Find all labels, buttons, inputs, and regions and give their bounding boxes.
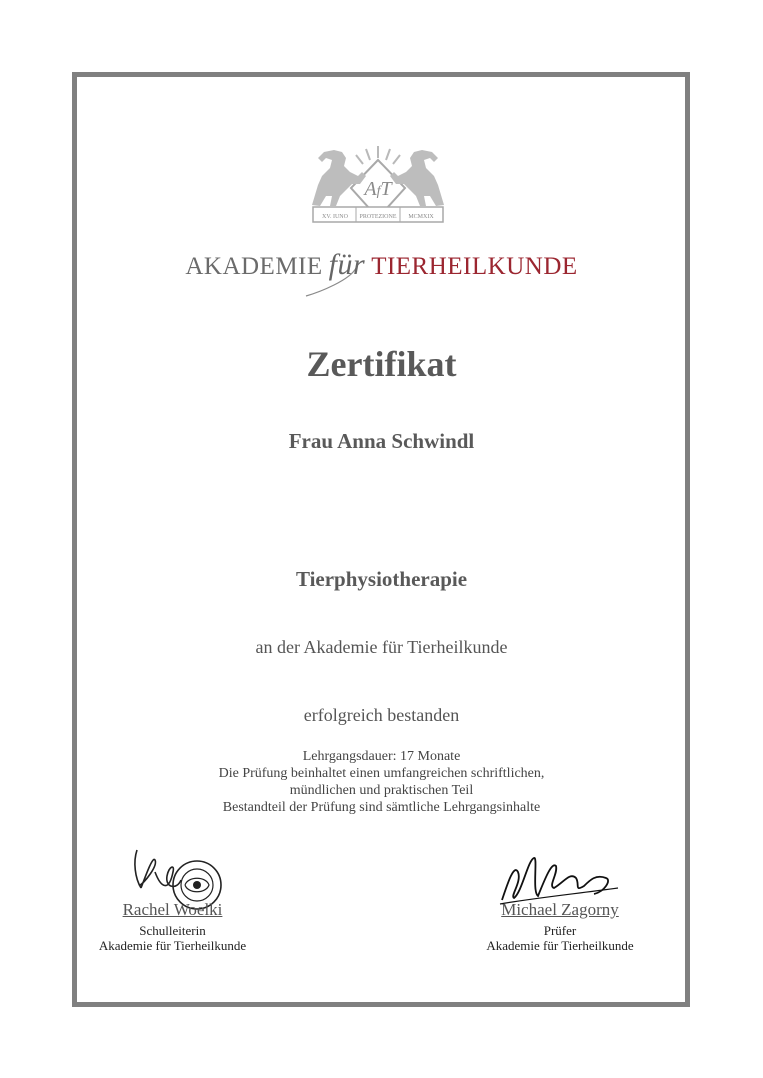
academy-wordmark	[0, 248, 763, 282]
signatory-organization: Akademie für Tierheilkunde	[98, 938, 247, 953]
recipient-name: Frau Anna Schwindl	[288, 429, 475, 453]
signatory-organization: Akademie für Tierheilkunde	[486, 938, 634, 953]
wordmark-akademie: AKADEMIE	[185, 253, 323, 280]
ribbon-right-text: MCMXIX	[408, 214, 434, 220]
details-line: Lehrgangsdauer: 17 Monate	[302, 749, 461, 764]
ribbon-center-text: PROTEZIONE	[359, 214, 397, 220]
signatory-role: Prüfer	[543, 923, 577, 938]
certificate-title: Zertifikat	[306, 344, 457, 384]
signature-block-left	[90, 900, 255, 953]
details-line: Bestandteil der Prüfung sind sämtliche Lehrgangsinhalte	[222, 800, 541, 815]
details-line: Die Prüfung beinhaltet einen umfangreichen schriftlichen,	[218, 766, 545, 781]
wordmark-fuer: für	[328, 248, 366, 281]
signatory-name: Rachel Woelki	[122, 900, 223, 919]
institution-line: an der Akademie für Tierheilkunde	[255, 637, 508, 657]
signature-block-right	[475, 900, 645, 953]
course-details	[0, 748, 763, 816]
signatory-name: Michael Zagorny	[501, 900, 619, 919]
details-line: mündlichen und praktischen Teil	[289, 783, 474, 798]
result-line: erfolgreich bestanden	[303, 705, 460, 725]
course-name: Tierphysiotherapie	[295, 567, 468, 591]
signatory-role: Schulleiterin	[139, 923, 206, 938]
monogram-text: AfT	[364, 178, 392, 200]
ribbon-left-text: XV. IUNO	[322, 214, 348, 220]
wordmark-tierheilkunde: TIERHEILKUNDE	[371, 253, 578, 280]
